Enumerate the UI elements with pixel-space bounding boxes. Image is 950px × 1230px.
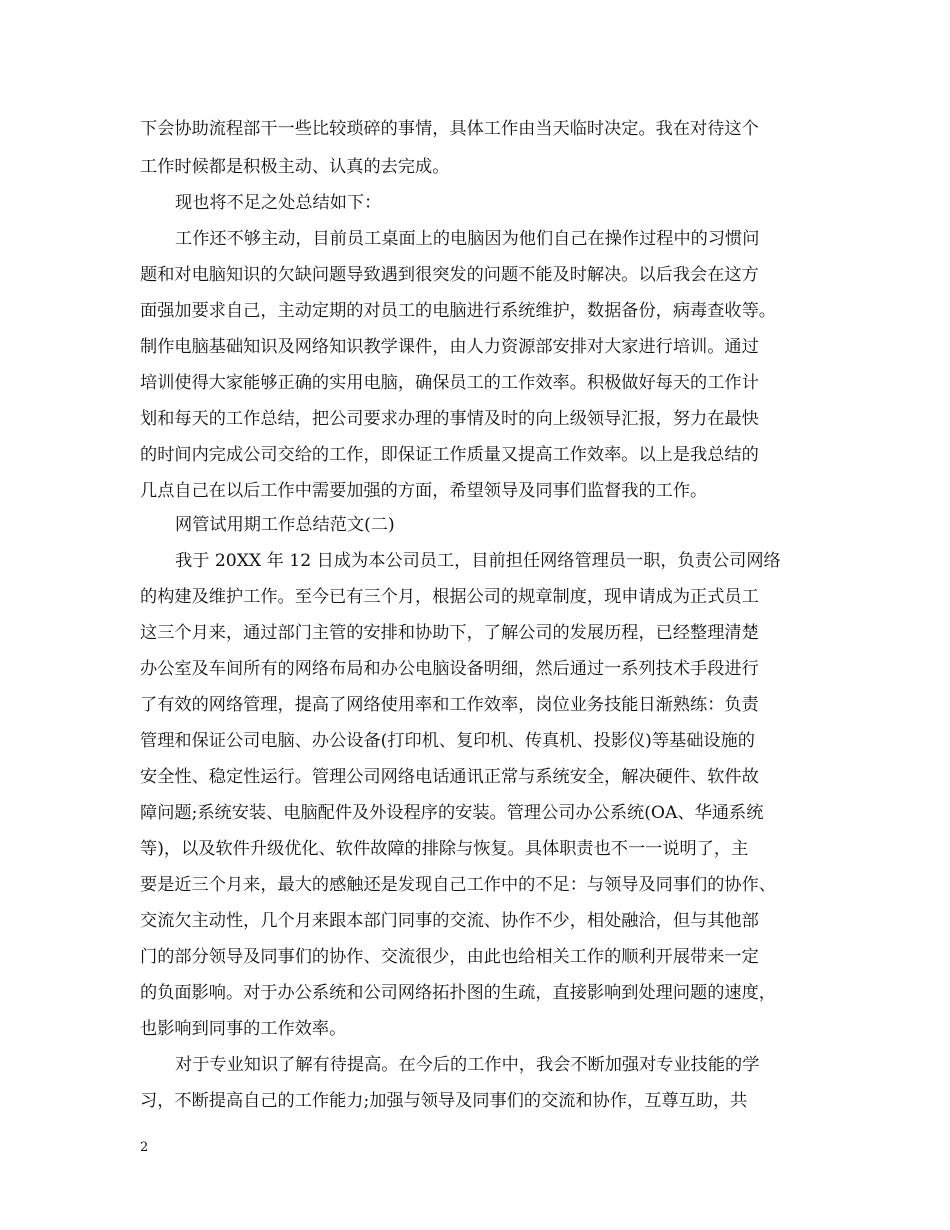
body-line: 这三个月来，通过部门主管的安排和协助下，了解公司的发展历程，已经整理清楚 bbox=[140, 623, 759, 643]
body-line: 门的部分领导及同事们的协作、交流很少，由此也给相关工作的顺利开展带来一定 bbox=[140, 947, 759, 967]
body-line: 下会协助流程部干一些比较琐碎的事情，具体工作由当天临时决定。我在对待这个 bbox=[140, 119, 759, 139]
body-line: 等)，以及软件升级优化、软件故障的排除与恢复。具体职责也不一一说明了，主 bbox=[140, 839, 749, 859]
page-number: 2 bbox=[140, 1140, 149, 1155]
body-line: 了有效的网络管理，提高了网络使用率和工作效率，岗位业务技能日渐熟练：负责 bbox=[140, 695, 759, 715]
body-line: 的构建及维护工作。至今已有三个月，根据公司的规章制度，现申请成为正式员工 bbox=[140, 587, 759, 607]
body-line: 工作时候都是积极主动、认真的去完成。 bbox=[140, 157, 450, 177]
body-line: 我于 20XX 年 12 日成为本公司员工，目前担任网络管理员一职，负责公司网络 bbox=[175, 551, 781, 571]
body-line: 现也将不足之处总结如下： bbox=[175, 193, 382, 213]
body-line: 面强加要求自己，主动定期的对员工的电脑进行系统维护，数据备份，病毒查收等。 bbox=[140, 301, 776, 321]
body-line: 培训使得大家能够正确的实用电脑，确保员工的工作效率。积极做好每天的工作计 bbox=[140, 373, 759, 393]
body-line: 的时间内完成公司交给的工作，即保证工作质量又提高工作效率。以上是我总结的 bbox=[140, 445, 759, 465]
body-line: 办公室及车间所有的网络布局和办公电脑设备明细，然后通过一系列技术手段进行 bbox=[140, 659, 759, 679]
body-line: 管理和保证公司电脑、办公设备(打印机、复印机、传真机、投影仪)等基础设施的 bbox=[140, 731, 755, 751]
body-line: 几点自己在以后工作中需要加强的方面，希望领导及同事们监督我的工作。 bbox=[140, 481, 708, 501]
body-line: 要是近三个月来，最大的感触还是发现自己工作中的不足：与领导及同事们的协作、 bbox=[140, 875, 776, 895]
body-line: 障问题;系统安装、电脑配件及外设程序的安装。管理公司办公系统(OA、华通系统 bbox=[140, 803, 764, 823]
body-line: 制作电脑基础知识及网络知识教学课件，由人力资源部安排对大家进行培训。通过 bbox=[140, 337, 759, 357]
body-line: 的负面影响。对于办公系统和公司网络拓扑图的生疏，直接影响到处理问题的速度， bbox=[140, 983, 776, 1003]
body-line: 交流欠主动性，几个月来跟本部门同事的交流、协作不少，相处融洽，但与其他部 bbox=[140, 911, 759, 931]
body-line: 也影响到同事的工作效率。 bbox=[140, 1019, 347, 1039]
body-line: 安全性、稳定性运行。管理公司网络电话通讯正常与系统安全，解决硬件、软件故 bbox=[140, 767, 759, 787]
body-line: 习，不断提高自己的工作能力;加强与领导及同事们的交流和协作，互尊互助，共 bbox=[140, 1091, 748, 1111]
body-line: 对于专业知识了解有待提高。在今后的工作中，我会不断加强对专业技能的学 bbox=[175, 1055, 760, 1075]
body-line: 题和对电脑知识的欠缺问题导致遇到很突发的问题不能及时解决。以后我会在这方 bbox=[140, 265, 759, 285]
section-heading: 网管试用期工作总结范文(二) bbox=[175, 515, 395, 535]
body-line: 工作还不够主动，目前员工桌面上的电脑因为他们自己在操作过程中的习惯问 bbox=[175, 229, 760, 249]
body-line: 划和每天的工作总结，把公司要求办理的事情及时的向上级领导汇报，努力在最快 bbox=[140, 409, 759, 429]
